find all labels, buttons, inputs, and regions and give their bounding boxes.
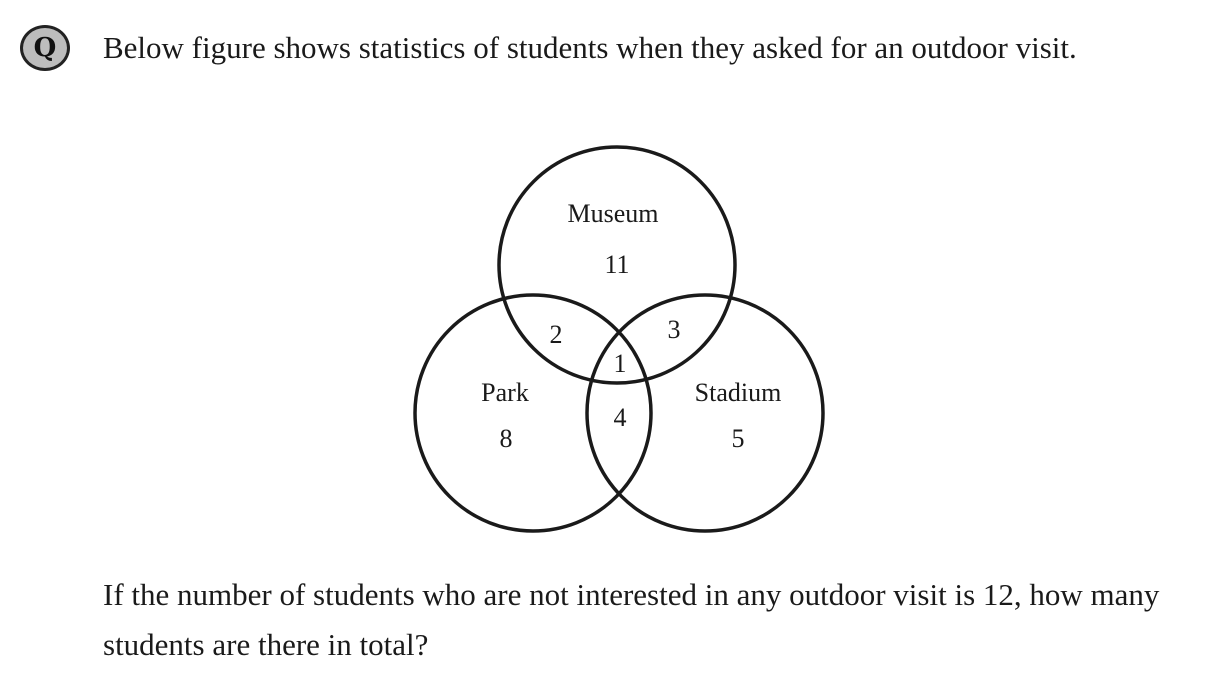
museum-park-value: 2: [549, 320, 563, 349]
park-label: Park: [481, 378, 529, 407]
park-stadium-value: 4: [613, 403, 627, 432]
question-badge: Q: [20, 25, 70, 71]
museum-stadium-value: 3: [667, 315, 681, 344]
stadium-label: Stadium: [694, 378, 782, 407]
park-only-value: 8: [499, 424, 513, 453]
museum-only-value: 11: [604, 250, 630, 279]
venn-diagram: [380, 140, 850, 540]
question-prompt: Below figure shows statistics of students when they asked for an outdoor visit.: [103, 30, 1077, 65]
question-followup: If the number of students who are not interested in any outdoor visit is 12, how many students are there in total?: [103, 577, 1160, 662]
all-three-value: 1: [613, 349, 627, 378]
museum-label: Museum: [567, 199, 659, 228]
stadium-only-value: 5: [731, 424, 745, 453]
